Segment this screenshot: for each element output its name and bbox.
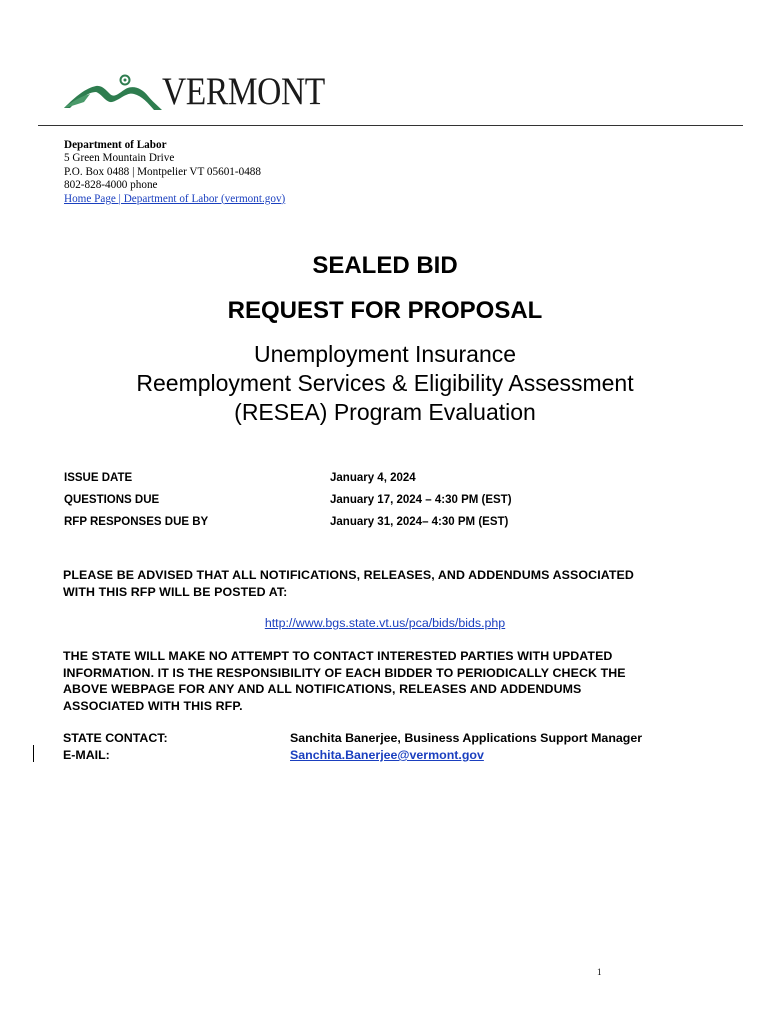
date-value-issue: January 4, 2024: [330, 472, 416, 484]
subtitle-line-2: Reemployment Services & Eligibility Assessment: [136, 370, 634, 396]
date-label-questions: QUESTIONS DUE: [64, 494, 160, 506]
responsibility-paragraph: [63, 648, 626, 714]
title-rfp: REQUEST FOR PROPOSAL: [227, 297, 543, 324]
page-number: 1: [597, 967, 602, 977]
phone-number: 802-828-4000 phone: [64, 179, 158, 192]
bids-url-link[interactable]: http://www.bgs.state.vt.us/pca/bids/bids.php: [264, 616, 506, 630]
notice-line-2: WITH THIS RFP WILL BE POSTED AT:: [63, 584, 288, 599]
notice-paragraph: [63, 567, 634, 600]
date-value-responses: January 31, 2024– 4:30 PM (EST): [330, 516, 509, 528]
email-label: E-MAIL:: [63, 748, 110, 762]
notice-line-1: PLEASE BE ADVISED THAT ALL NOTIFICATIONS, RELEASES, AND ADDENDUMS ASSOCIATED: [63, 568, 634, 582]
mountain-logo-icon: [62, 70, 162, 114]
subtitle-line-3: (RESEA) Program Evaluation: [234, 399, 536, 425]
text-cursor: [33, 745, 34, 762]
logo-wordmark: VERMONT: [162, 70, 325, 113]
responsibility-line-3: ABOVE WEBPAGE FOR ANY AND ALL NOTIFICATIONS, RELEASES AND ADDENDUMS: [63, 682, 582, 697]
po-box: P.O. Box 0488 | Montpelier VT 05601-0488: [64, 165, 261, 178]
address-block: [64, 139, 285, 206]
responsibility-line-2: INFORMATION. IT IS THE RESPONSIBILITY OF EACH BIDDER TO PERIODICALLY CHECK THE: [63, 665, 626, 680]
responsibility-line-4: ASSOCIATED WITH THIS RFP.: [63, 698, 243, 713]
date-value-questions: January 17, 2024 – 4:30 PM (EST): [330, 494, 512, 506]
subtitle-line-1: Unemployment Insurance: [253, 341, 517, 367]
responsibility-line-1: THE STATE WILL MAKE NO ATTEMPT TO CONTACT INTERESTED PARTIES WITH UPDATED: [63, 649, 613, 663]
title-sealed-bid: SEALED BID: [312, 252, 458, 279]
department-name: Department of Labor: [64, 139, 167, 151]
street-address: 5 Green Mountain Drive: [64, 152, 175, 165]
state-contact-label: STATE CONTACT:: [63, 731, 168, 745]
state-contact-name: Sanchita Banerjee, Business Applications Support Manager: [290, 731, 643, 745]
header-rule: [38, 125, 743, 126]
date-label-issue: ISSUE DATE: [64, 472, 133, 484]
vermont-logo: [62, 70, 342, 114]
homepage-link[interactable]: Home Page | Department of Labor (vermont.gov): [64, 192, 286, 205]
bids-url-wrapper: [0, 616, 770, 630]
email-link[interactable]: Sanchita.Banerjee@vermont.gov: [290, 748, 484, 762]
date-label-responses: RFP RESPONSES DUE BY: [64, 516, 209, 528]
